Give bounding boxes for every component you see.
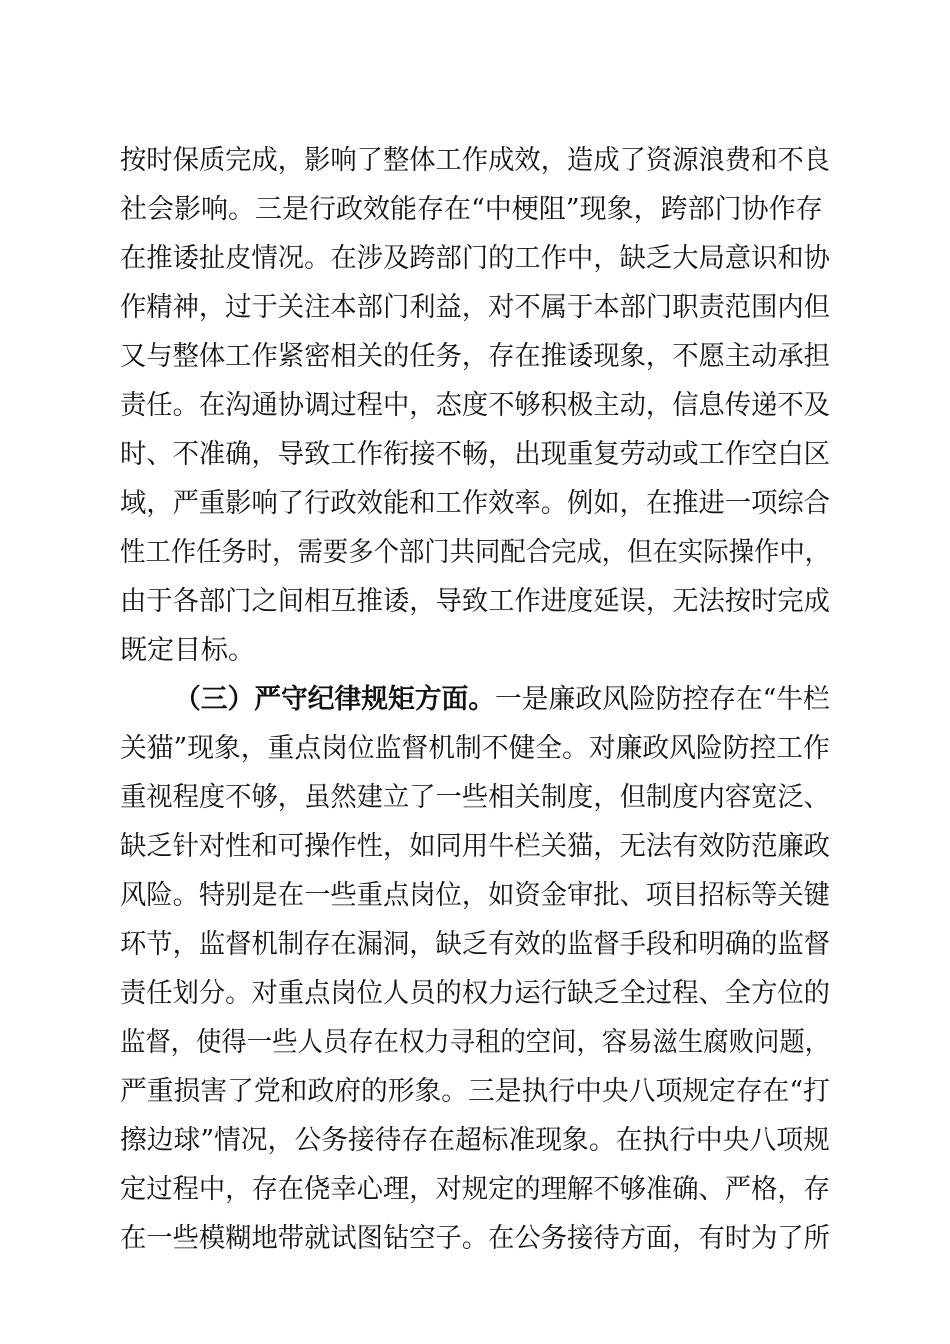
body-text-line: 由于各部门之间相互推诿，导致工作进度延误，无法按时完成	[120, 586, 830, 617]
body-text-line: 在一些模糊地带就试图钻空子。在公务接待方面，有时为了所	[120, 1223, 830, 1254]
body-text-line: 责任。在沟通协调过程中，态度不够积极主动，信息传递不及	[120, 390, 830, 421]
body-text-line: 风险。特别是在一些重点岗位，如资金审批、项目招标等关键	[120, 880, 830, 911]
body-text-line: 责任划分。对重点岗位人员的权力运行缺乏全过程、全方位的	[120, 978, 830, 1009]
section-first-line	[174, 680, 830, 720]
body-text-line: 环节，监督机制存在漏洞，缺乏有效的监督手段和明确的监督	[120, 929, 830, 960]
body-text-line: 定过程中，存在侥幸心理，对规定的理解不够准确、严格，存	[120, 1174, 830, 1205]
body-text-line: 性工作任务时，需要多个部门共同配合完成，但在实际操作中，	[120, 537, 831, 568]
body-text-line: 时、不准确，导致工作衔接不畅，出现重复劳动或工作空白区	[120, 439, 830, 470]
section-heading: （三）严守纪律规矩方面。	[174, 684, 496, 715]
body-text-line: 又与整体工作紧密相关的任务，存在推诿现象，不愿主动承担	[120, 341, 830, 372]
body-text-line: 社会影响。三是行政效能存在“中梗阻”现象，跨部门协作存	[120, 194, 823, 225]
section-first-line-text: 一是廉政风险防控存在“牛栏	[495, 684, 830, 715]
body-text-line: 擦边球”情况，公务接待存在超标准现象。在执行中央八项规	[120, 1125, 830, 1156]
body-text-line: 在推诿扯皮情况。在涉及跨部门的工作中，缺乏大局意识和协	[120, 243, 830, 274]
body-text-line: 按时保质完成，影响了整体工作成效，造成了资源浪费和不良	[120, 145, 830, 176]
body-text-line: 缺乏针对性和可操作性，如同用牛栏关猫，无法有效防范廉政	[120, 831, 830, 862]
body-text-line: 既定目标。	[120, 635, 255, 666]
body-text-line: 作精神，过于关注本部门利益，对不属于本部门职责范围内但	[120, 292, 830, 323]
body-text-line: 关猫”现象，重点岗位监督机制不健全。对廉政风险防控工作	[120, 733, 830, 764]
body-text-line: 严重损害了党和政府的形象。三是执行中央八项规定存在“打	[120, 1076, 830, 1107]
body-text-line: 监督，使得一些人员存在权力寻租的空间，容易滋生腐败问题，	[120, 1027, 831, 1058]
body-text-line: 域，严重影响了行政效能和工作效率。例如，在推进一项综合	[120, 488, 830, 519]
body-text-line: 重视程度不够，虽然建立了一些相关制度，但制度内容宽泛、	[120, 782, 830, 813]
